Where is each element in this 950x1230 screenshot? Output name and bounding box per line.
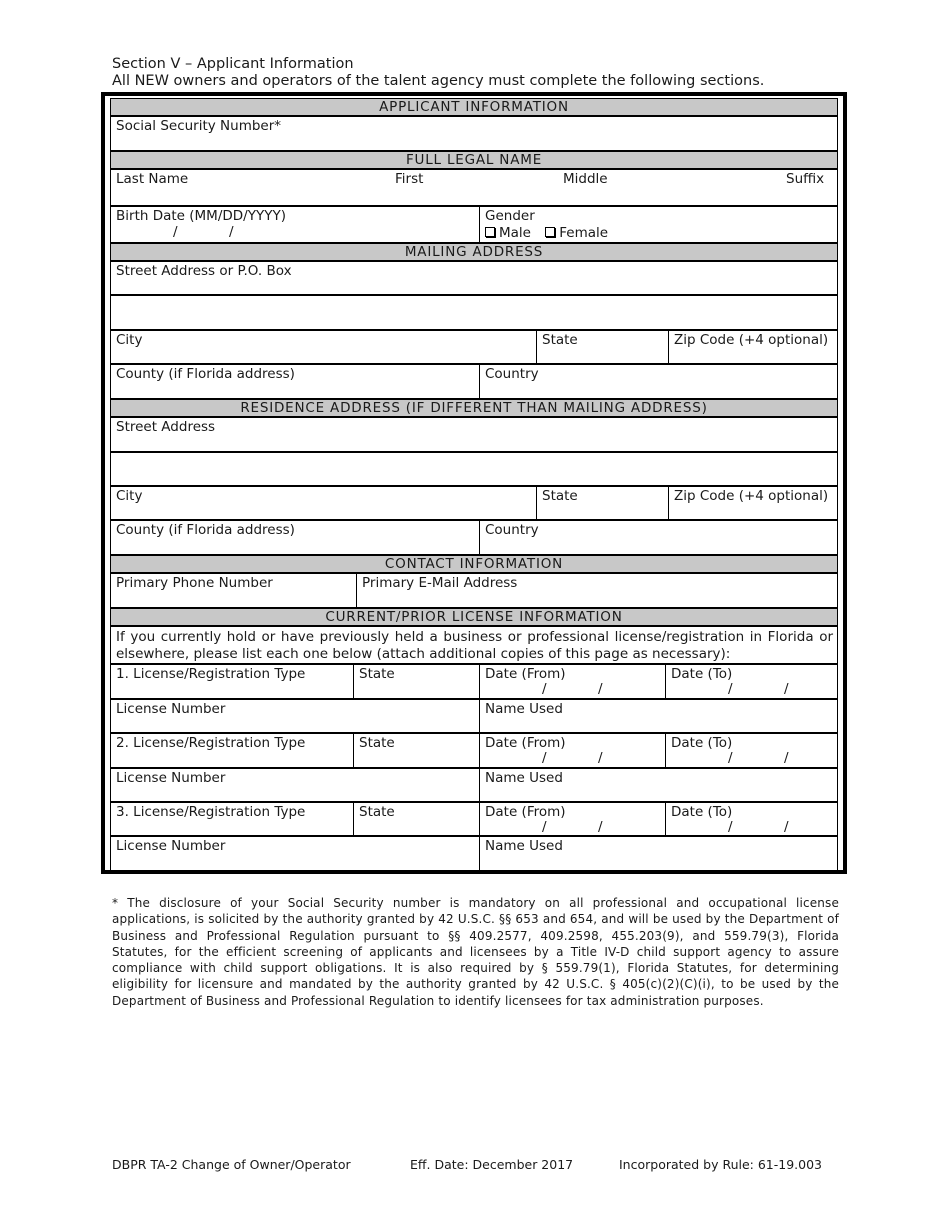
residence-city-field[interactable] (111, 487, 536, 519)
mailing-country-field[interactable] (479, 365, 837, 398)
gender-label: Gender (485, 208, 535, 224)
mailing-country-label: Country (485, 366, 539, 382)
applicant-info-bar: APPLICANT INFORMATION (110, 98, 838, 116)
license-2-date-to-field[interactable] (665, 734, 837, 767)
license-2-state-label: State (359, 735, 395, 751)
ssn-label: Social Security Number* (116, 118, 282, 134)
license-2-name-used-label: Name Used (485, 770, 563, 786)
ssn-field[interactable] (110, 116, 838, 151)
applicant-form (101, 92, 847, 874)
license-3-date-from-label: Date (From) (485, 804, 566, 820)
residence-zip-label: Zip Code (+4 optional) (674, 488, 829, 504)
date-slash: / (598, 681, 603, 697)
license-1-row (110, 664, 838, 699)
birth-gender-row (110, 206, 838, 243)
residence-street-line2[interactable] (110, 452, 838, 486)
birth-date-slash: / (173, 224, 178, 240)
mailing-city-row (110, 330, 838, 364)
license-1-date-to-field[interactable] (665, 665, 837, 698)
mailing-zip-field[interactable] (668, 331, 837, 363)
birth-date-field[interactable] (111, 207, 479, 242)
license-1-date-from-field[interactable] (479, 665, 665, 698)
date-slash: / (784, 681, 789, 697)
section-instruction: All NEW owners and operators of the talent agency must complete the following sections. (112, 73, 765, 89)
ssn-disclosure-footnote: * The disclosure of your Social Security number is mandatory on all professional and occupational license applications, is solicited by the authority granted by 42 U.S.C. §§ 653 and 654, and will be used by the Department of Business and Professional Regulation pursuant to §§ 409.2577, 409.2598, 455.203(9), and 559.79(3), Florida Statutes, for the efficient screening of applicants and licensees by a Title IV-D child support agency to assure compliance with child support obligations. It is also required by § 559.79(1), Florida Statutes, for determining eligibility for licensure and mandated by the authority granted by 42 U.S.C. § 405(c)(2)(C)(i), to be used by the Department of Business and Professional Regulation to identify licensees for tax administration purposes. (112, 896, 839, 1008)
date-slash: / (784, 819, 789, 835)
license-1-state-field[interactable] (353, 665, 479, 698)
license-1-state-label: State (359, 666, 395, 682)
mailing-county-field[interactable] (111, 365, 479, 398)
license-3-type-label: 3. License/Registration Type (116, 804, 306, 820)
license-3-date-from-field[interactable] (479, 803, 665, 835)
license-1-date-from-label: Date (From) (485, 666, 566, 682)
mailing-state-label: State (542, 332, 578, 348)
residence-street-label: Street Address (116, 419, 216, 435)
first-name-label: First (395, 171, 424, 187)
license-1-number-row (110, 699, 838, 733)
license-2-date-to-label: Date (To) (671, 735, 733, 751)
license-info-bar: CURRENT/PRIOR LICENSE INFORMATION (110, 608, 838, 626)
suffix-label: Suffix (786, 171, 825, 187)
residence-zip-field[interactable] (668, 487, 837, 519)
license-2-date-from-field[interactable] (479, 734, 665, 767)
checkbox-icon (485, 227, 495, 237)
email-label: Primary E-Mail Address (362, 575, 518, 591)
license-3-number-field[interactable] (111, 837, 479, 870)
residence-country-field[interactable] (479, 521, 837, 554)
contact-info-bar: CONTACT INFORMATION (110, 555, 838, 573)
last-name-label: Last Name (116, 171, 189, 187)
license-3-name-used-field[interactable] (479, 837, 837, 870)
legal-name-bar: FULL LEGAL NAME (110, 151, 838, 169)
license-2-name-used-field[interactable] (479, 769, 837, 801)
license-2-number-row (110, 768, 838, 802)
residence-city-label: City (116, 488, 143, 504)
residence-county-row (110, 520, 838, 555)
residence-country-label: Country (485, 522, 539, 538)
mailing-city-label: City (116, 332, 143, 348)
license-1-number-label: License Number (116, 701, 226, 717)
license-3-number-row (110, 836, 838, 871)
male-label: Male (499, 225, 531, 241)
date-slash: / (542, 750, 547, 766)
email-field[interactable] (356, 574, 837, 607)
checkbox-icon (545, 227, 555, 237)
legal-name-field[interactable] (110, 169, 838, 206)
license-2-number-field[interactable] (111, 769, 479, 801)
residence-street-field[interactable] (110, 417, 838, 452)
license-3-number-label: License Number (116, 838, 226, 854)
mailing-street-field[interactable] (110, 261, 838, 295)
date-slash: / (728, 750, 733, 766)
license-3-date-to-label: Date (To) (671, 804, 733, 820)
license-2-type-field[interactable] (111, 734, 353, 767)
contact-row (110, 573, 838, 608)
female-label: Female (559, 225, 609, 241)
mailing-county-label: County (if Florida address) (116, 366, 295, 382)
license-2-state-field[interactable] (353, 734, 479, 767)
residence-city-row (110, 486, 838, 520)
birth-date-slash: / (229, 224, 234, 240)
residence-county-field[interactable] (111, 521, 479, 554)
license-2-row (110, 733, 838, 768)
date-slash: / (784, 750, 789, 766)
license-2-date-from-label: Date (From) (485, 735, 566, 751)
form-number: DBPR TA-2 Change of Owner/Operator (112, 1157, 351, 1172)
mailing-address-bar: MAILING ADDRESS (110, 243, 838, 261)
license-1-type-label: 1. License/Registration Type (116, 666, 306, 682)
license-3-type-field[interactable] (111, 803, 353, 835)
license-3-state-label: State (359, 804, 395, 820)
middle-name-label: Middle (563, 171, 608, 187)
mailing-street-line2[interactable] (110, 295, 838, 330)
mailing-state-field[interactable] (536, 331, 668, 363)
mailing-zip-label: Zip Code (+4 optional) (674, 332, 829, 348)
residence-county-label: County (if Florida address) (116, 522, 295, 538)
license-1-number-field[interactable] (111, 700, 479, 732)
license-1-date-to-label: Date (To) (671, 666, 733, 682)
male-checkbox[interactable] (485, 225, 531, 241)
license-instructions: If you currently hold or have previously held a business or professional license/registration in Florida or elsewhere, please list each one below (attach additional copies of this page as necessary): (110, 626, 838, 664)
date-slash: / (728, 819, 733, 835)
incorporated-rule: Incorporated by Rule: 61-19.003 (619, 1157, 823, 1172)
license-1-name-used-field[interactable] (479, 700, 837, 732)
license-2-type-label: 2. License/Registration Type (116, 735, 306, 751)
mailing-city-field[interactable] (111, 331, 536, 363)
section-title: Section V – Applicant Information (112, 56, 354, 72)
residence-address-bar: RESIDENCE ADDRESS (IF DIFFERENT THAN MAILING ADDRESS) (110, 399, 838, 417)
license-1-name-used-label: Name Used (485, 701, 563, 717)
residence-state-label: State (542, 488, 578, 504)
residence-state-field[interactable] (536, 487, 668, 519)
license-3-date-to-field[interactable] (665, 803, 837, 835)
effective-date: Eff. Date: December 2017 (410, 1157, 574, 1172)
birth-date-label: Birth Date (MM/DD/YYYY) (116, 208, 286, 224)
mailing-street-label: Street Address or P.O. Box (116, 263, 292, 279)
mailing-county-row (110, 364, 838, 399)
license-1-type-field[interactable] (111, 665, 353, 698)
gender-field (479, 207, 837, 242)
date-slash: / (542, 819, 547, 835)
license-3-row (110, 802, 838, 836)
phone-field[interactable] (111, 574, 356, 607)
date-slash: / (598, 750, 603, 766)
date-slash: / (598, 819, 603, 835)
license-3-state-field[interactable] (353, 803, 479, 835)
date-slash: / (542, 681, 547, 697)
license-2-number-label: License Number (116, 770, 226, 786)
date-slash: / (728, 681, 733, 697)
phone-label: Primary Phone Number (116, 575, 273, 591)
female-checkbox[interactable] (545, 225, 608, 241)
license-3-name-used-label: Name Used (485, 838, 563, 854)
